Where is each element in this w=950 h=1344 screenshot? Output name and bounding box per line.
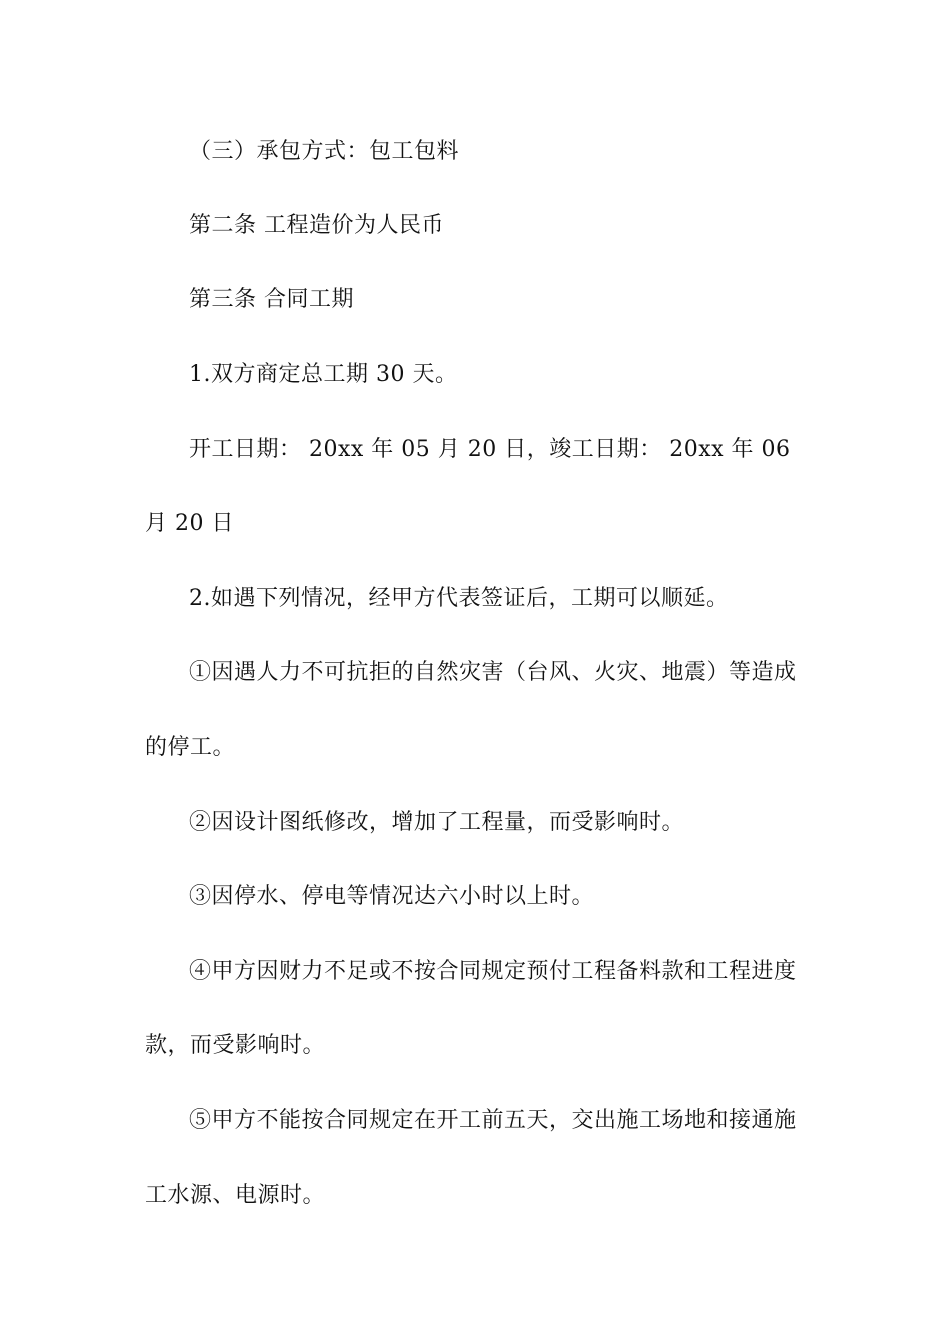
article-3-heading: 第三条 合同工期 — [189, 287, 354, 312]
condition-5-continuation: 工水源、电源时。 — [145, 1183, 326, 1208]
condition-2-line: ②因设计图纸修改，增加了工程量，而受影响时。 — [189, 810, 685, 835]
total-period-line: 1.双方商定总工期 30 天。 — [189, 362, 458, 387]
contract-mode-line: （三）承包方式：包工包料 — [189, 139, 460, 164]
condition-1-continuation: 的停工。 — [145, 735, 236, 760]
condition-4-line: ④甲方因财力不足或不按合同规定预付工程备料款和工程进度 — [189, 959, 797, 984]
extension-conditions-line: 2.如遇下列情况，经甲方代表签证后，工期可以顺延。 — [189, 586, 729, 611]
condition-1-line: ①因遇人力不可抗拒的自然灾害（台风、火灾、地震）等造成 — [189, 660, 797, 685]
article-2-heading: 第二条 工程造价为人民币 — [189, 213, 444, 238]
start-end-date-line: 开工日期： 20xx 年 05 月 20 日，竣工日期： 20xx 年 06 — [189, 437, 791, 462]
condition-3-line: ③因停水、停电等情况达六小时以上时。 — [189, 884, 595, 909]
condition-5-line: ⑤甲方不能按合同规定在开工前五天，交出施工场地和接通施 — [189, 1108, 797, 1133]
condition-4-continuation: 款，而受影响时。 — [145, 1033, 326, 1058]
end-date-continuation: 月 20 日 — [145, 511, 234, 536]
